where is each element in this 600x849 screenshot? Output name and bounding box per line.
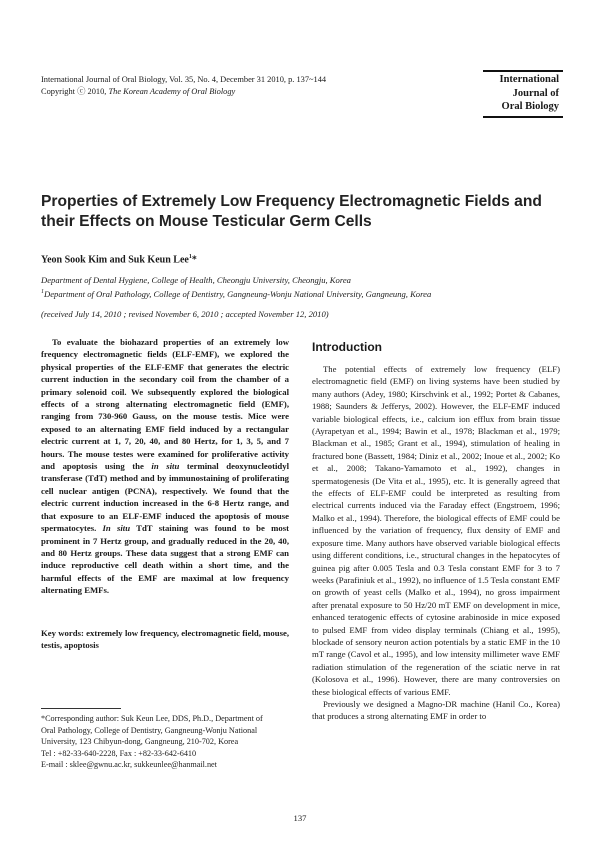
journal-citation (41, 74, 326, 98)
author-line: Yeon Sook Kim and Suk Keun Lee$^1$* (41, 254, 197, 266)
footnote-divider (41, 708, 121, 709)
footnote-email: E-mail : sklee@gwnu.ac.kr, sukkeunlee@hanmail.net (41, 760, 217, 770)
journal-box-bottom-rule (483, 116, 563, 118)
journal-box-line: Oral Biology (501, 101, 559, 112)
corresponding-author-footnote (41, 713, 291, 771)
page-number: 137 (293, 813, 307, 823)
section-heading-introduction: Introduction (312, 340, 382, 354)
copyright-icon: ⓒ (77, 87, 86, 96)
keywords: Key words: extremely low frequency, electromagnetic field, mouse, testis, apoptosis (41, 628, 289, 651)
copyright-line: Copyright ⓒ 2010, The Korean Academy of Oral Biology (41, 87, 236, 96)
introduction-paragraph: The potential effects of extremely low frequency (ELF) electromagnetic field (EMF) on living systems have been studied by many authors (Adey, 1980; Kirschvink et al., 1992; Portet & Cabanes, 1988; Saunders & Jefferys, 2002). However, the ELF-EMF induced variable biological effects, i.e., calcium ion efflux from brain tissue (Ayrapetyan et al., 1994; Bawin et al., 1978; Blackman et al., 1979; Blackman et al., 1985; Grant et al., 1994), stimulation of healing in fractured bone (Bassett, 1984; Diniz et al., 2002; Inoue et al., 2002; Ko et al., 2008; Takano-Yamamoto et al., 1992), changes in spermatogenesis (De Vita et al., 1995), etc. It is generally agreed that the effects of ELF-EMF could be interpreted as resulting from electrical currents induced via the Faraday effect (Engstroem, 1996; Malko et al., 1994). Therefore, the biological effects of EMF could be influenced by the variation of frequency, flux density of EMF and exposure time. Many authors have observed variable biological effects using different conditions, i.e., structural changes in the hepatocytes of guinea pig after 0.005 Tesla and 0.3 Tesla constant EMF for 3 to 7 weeks (Parafiniuk et al., 1992), no influence of 1.5 Tesla constant EMF on growth of yeast cells (Malko et al., 1994), no gross impairment after prenatal exposure to 50 Hz/20 mT EMF on development in mice, enhanced teratogenic effects of cytosine arabinoside in mice exposed to pulsed EMF from video display terminals (Chiang et al., 1995), blockade of sensory neuron action potentials by a static EMF in the 10 mT range (Cavol et al., 1995), and low intensity millimeter wave EMF radiation stimulation of the regeneration of the sciatic nerve in rat (Kolosova et al., 1996). However, there are many controversies on these biological effects of various EMF. (312, 364, 560, 697)
journal-box-top-rule (483, 70, 563, 72)
introduction-paragraph: Previously we designed a Magno-DR machine (Hanil Co., Korea) that produces a strong alternating EMF in order to (312, 698, 560, 722)
footnote-line: University, 123 Chibyun-dong, Gangneung, 210-702, Korea (41, 737, 239, 747)
article-title: Properties of Extremely Low Frequency Electromagnetic Fields and their Effects on Mouse Testicular Germ Cells (41, 193, 542, 230)
affiliation-1: Department of Dental Hygiene, College of Health, Cheongju University, Cheongju, Korea (41, 275, 351, 285)
journal-box-line: International (499, 74, 559, 85)
affiliation-2: $^1$Department of Oral Pathology, College of Dentistry, Gangneung-Wonju National University, Gangneung, Korea (41, 289, 432, 299)
footnote-line: Tel : +82-33-640-2228, Fax : +82-33-642-6410 (41, 748, 197, 758)
footnote-line: *Corresponding author: Suk Keun Lee, DDS, Ph.D., Department of (41, 714, 263, 723)
received-dates: (received July 14, 2010 ; revised November 6, 2010 ; accepted November 12, 2010) (41, 309, 329, 319)
journal-line: International Journal of Oral Biology, Vol. 35, No. 4, December 31 2010, p. 137~144 (41, 75, 327, 84)
footnote-line: Oral Pathology, College of Dentistry, Gangneung-Wonju National (41, 725, 258, 735)
abstract: To evaluate the biohazard properties of an extremely low frequency electromagnetic fields (ELF-EMF), we explored the physical properties of the ELF-EMF that generates the electric current induction in the secondary coil from the chamber of a primary solenoid coil. We subsequently explored the biological effects of a strong alternating electromagnetic field (EMF), ranging from 730-960 Gauss, on the mouse testis. Mice were exposed to an alternating EMF field induced by a rectangular electric current at 1, 7, 20, 40, and 80 Hertz, for 1, 3, 5, and 7 hours. The mouse testes were examined for proliferative activity and apoptosis using the in situ terminal deoxynucleotidyl transferase (TdT) method and by immunostaining of proliferating cell nuclear antigen (PCNA), respectively. We found that the electric current induction increased in the 6-8 Hertz range, and that exposure to an ELF-EMF induced the apoptosis of mouse spermatocytes. In situ TdT staining was found to be most prominent in 7 Hertz group, and gradually reduced in the 20, 40, and 80 Hertz groups. These data suggest that a strong EMF can induce reproductive cell death within a short time, and the harmful effects of the EMF are maximal at low frequency alternating EMFs. (41, 337, 290, 596)
journal-logo-box (483, 73, 559, 114)
introduction-body (312, 363, 560, 723)
journal-box-line: Journal of (512, 87, 559, 99)
